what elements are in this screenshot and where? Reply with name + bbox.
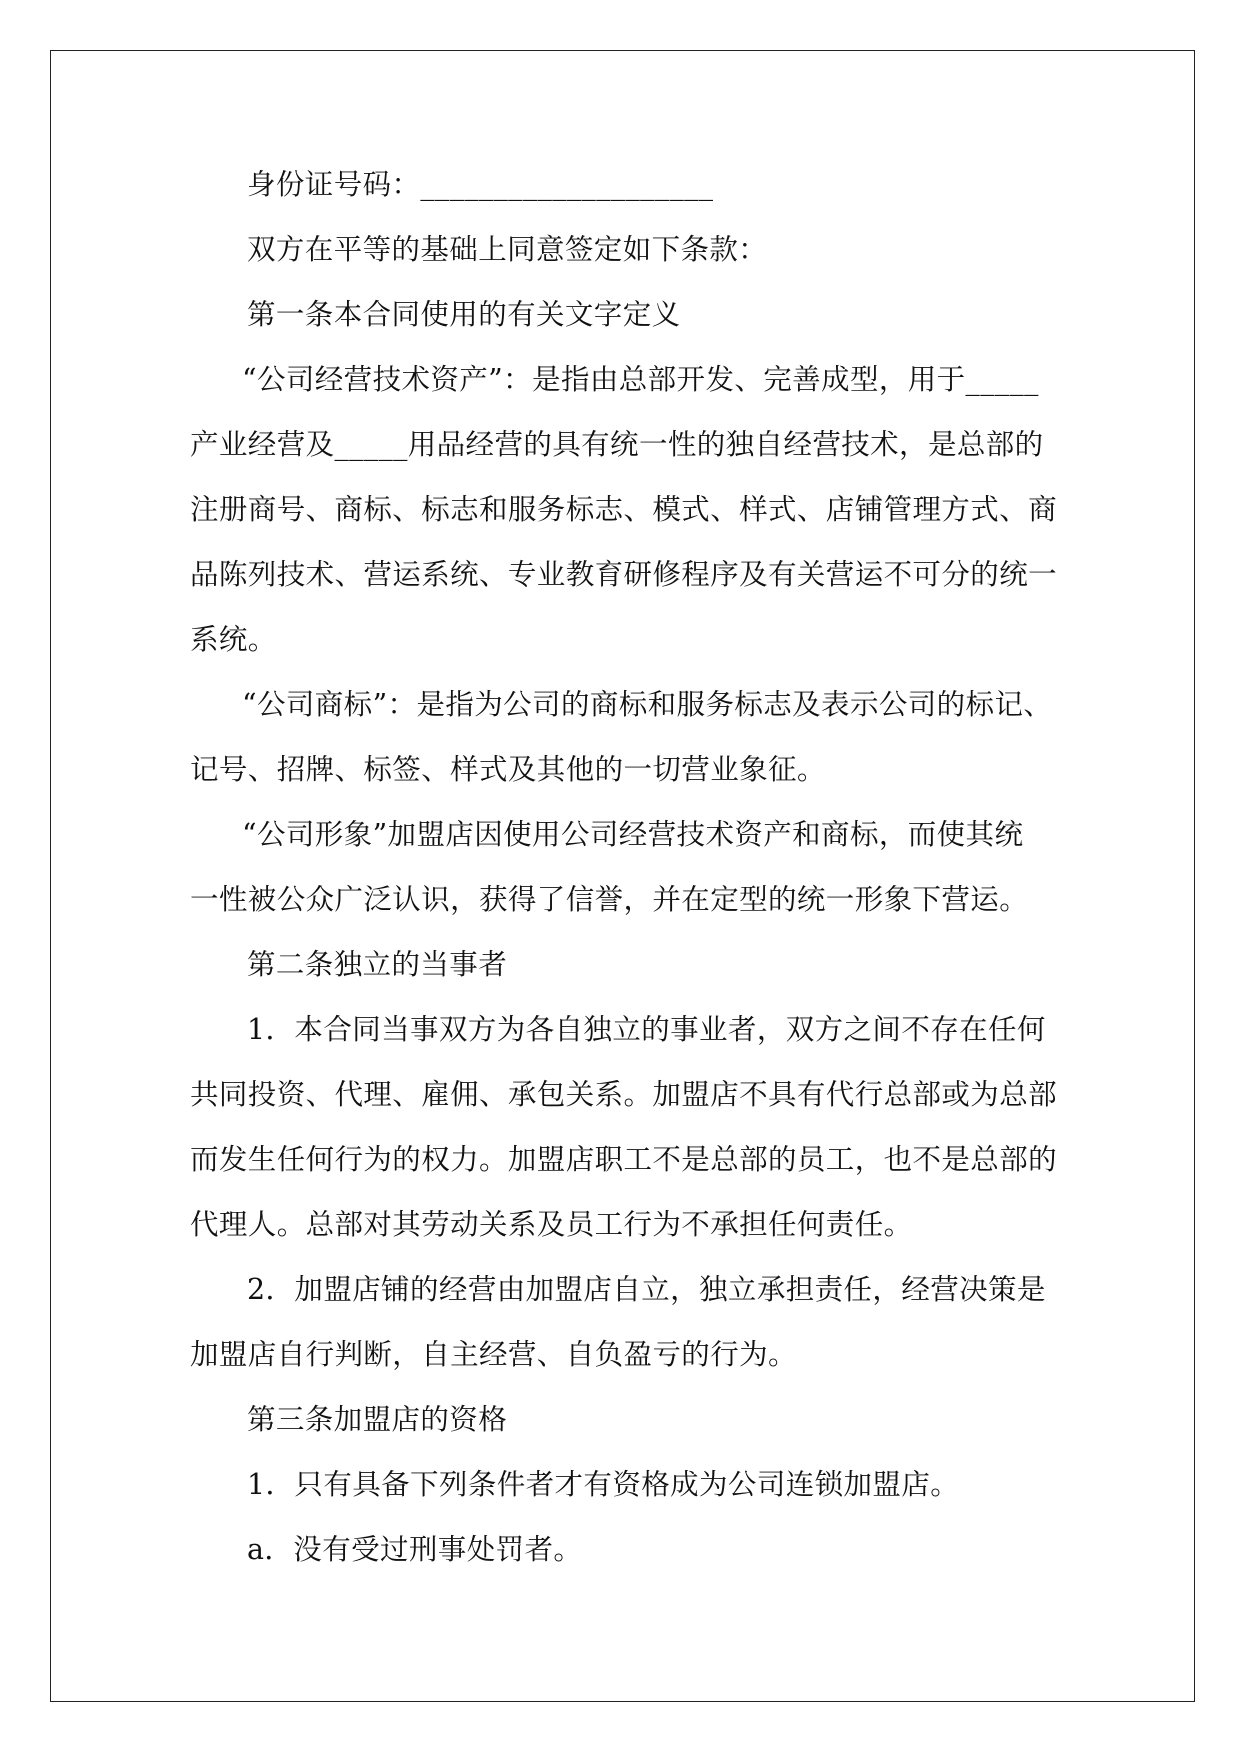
- text-line: 2．加盟店铺的经营由加盟店自立，独立承担责任，经营决策是: [247, 1273, 1046, 1306]
- text-line: 一性被公众广泛认识，获得了信誉，并在定型的统一形象下营运。: [190, 883, 1029, 916]
- section-heading: 第三条加盟店的资格: [247, 1403, 508, 1436]
- text-line: “公司经营技术资产”：是指由总部开发、完善成型，用于_____: [242, 363, 1039, 396]
- text-line: 系统。: [190, 623, 277, 656]
- document-body: [190, 152, 1070, 1582]
- text-line: 身份证号码：____________________: [247, 168, 714, 201]
- text-line: 加盟店自行判断，自主经营、自负盈亏的行为。: [190, 1338, 797, 1371]
- section-heading: 第一条本合同使用的有关文字定义: [247, 298, 681, 331]
- text-line: “公司商标”：是指为公司的商标和服务标志及表示公司的标记、: [242, 688, 1053, 721]
- text-line: a．没有受过刑事处罚者。: [247, 1533, 583, 1566]
- section-heading: 第二条独立的当事者: [247, 948, 508, 981]
- text-line: “公司形象”加盟店因使用公司经营技术资产和商标，而使其统: [242, 818, 1024, 851]
- text-line: 双方在平等的基础上同意签定如下条款：: [247, 233, 768, 266]
- text-line: 记号、招牌、标签、样式及其他的一切营业象征。: [190, 753, 826, 786]
- text-line: 1．本合同当事双方为各自独立的事业者，双方之间不存在任何: [247, 1013, 1046, 1046]
- text-line: 产业经营及_____用品经营的具有统一性的独自经营技术，是总部的: [190, 428, 1044, 461]
- text-line: 代理人。总部对其劳动关系及员工行为不承担任何责任。: [190, 1208, 913, 1241]
- text-line: 而发生任何行为的权力。加盟店职工不是总部的员工，也不是总部的: [190, 1143, 1058, 1176]
- text-line: 共同投资、代理、雇佣、承包关系。加盟店不具有代行总部或为总部: [190, 1078, 1058, 1111]
- text-line: 1．只有具备下列条件者才有资格成为公司连锁加盟店。: [247, 1468, 960, 1501]
- text-line: 品陈列技术、营运系统、专业教育研修程序及有关营运不可分的统一: [190, 558, 1058, 591]
- text-line: 注册商号、商标、标志和服务标志、模式、样式、店铺管理方式、商: [190, 493, 1058, 526]
